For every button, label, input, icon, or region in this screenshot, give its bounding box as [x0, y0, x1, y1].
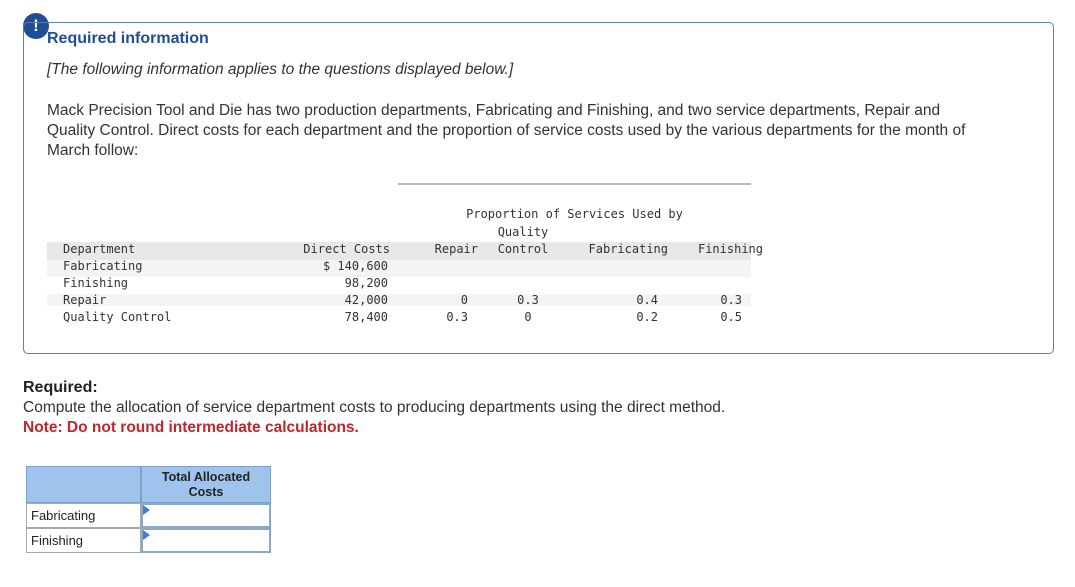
row-direct-costs: $ 140,600	[322, 259, 388, 273]
row-qc: 0	[524, 310, 532, 324]
row-repair: 0	[460, 293, 468, 307]
required-text: Compute the allocation of service department costs to producing departments using the direct method.	[23, 399, 726, 416]
row-direct-costs: 98,200	[344, 276, 388, 290]
required-label: Required:	[23, 379, 98, 396]
row-band	[47, 260, 751, 277]
info-description: Mack Precision Tool and Die has two production departments, Fabricating and Finishing, and two service departments, Repair and Quality Control. Direct costs for each department and the proportion of service costs used by the various departments for the month of March follow:	[47, 102, 966, 159]
answer-header-blank	[26, 466, 141, 503]
header-qc-line1: Quality	[497, 225, 549, 239]
answer-header	[141, 466, 271, 503]
row-direct-costs: 42,000	[344, 293, 388, 307]
row-repair: 0.3	[446, 310, 468, 324]
note-text: Note: Do not round intermediate calculations.	[23, 419, 359, 436]
row-department: Finishing	[63, 276, 129, 290]
info-title: Required information	[47, 30, 209, 47]
header-finishing: Finishing	[697, 242, 763, 256]
answer-table	[26, 466, 271, 553]
header-repair: Repair	[434, 242, 478, 256]
row-qc: 0.3	[517, 293, 539, 307]
row-department: Quality Control	[63, 310, 172, 324]
group-header: Proportion of Services Used by	[466, 207, 683, 221]
required-block	[23, 378, 725, 438]
row-direct-costs: 78,400	[344, 310, 388, 324]
header-direct-costs: Direct Costs	[303, 242, 390, 256]
cost-table	[47, 183, 763, 324]
row-finishing: 0.5	[720, 310, 742, 324]
alert-icon: !	[23, 13, 49, 39]
finishing-allocated-input[interactable]	[141, 528, 271, 553]
answer-header-line2: Costs	[188, 485, 224, 499]
row-finishing: 0.3	[720, 293, 742, 307]
fabricating-allocated-input[interactable]	[141, 503, 271, 528]
answer-row-label-fabricating: Fabricating	[26, 503, 141, 528]
input-marker-icon	[143, 505, 150, 515]
input-marker-icon	[143, 530, 150, 540]
row-department: Repair	[63, 293, 107, 307]
row-fabricating: 0.4	[636, 293, 658, 307]
row-fabricating: 0.2	[636, 310, 658, 324]
header-department: Department	[63, 242, 136, 256]
header-fabricating: Fabricating	[588, 242, 668, 256]
answer-row-label-finishing: Finishing	[26, 528, 141, 553]
answer-header-line1: Total Allocated	[161, 470, 251, 484]
row-department: Fabricating	[63, 259, 143, 273]
header-qc-line2: Control	[497, 242, 549, 256]
info-subtitle: [The following information applies to the questions displayed below.]	[47, 61, 514, 78]
